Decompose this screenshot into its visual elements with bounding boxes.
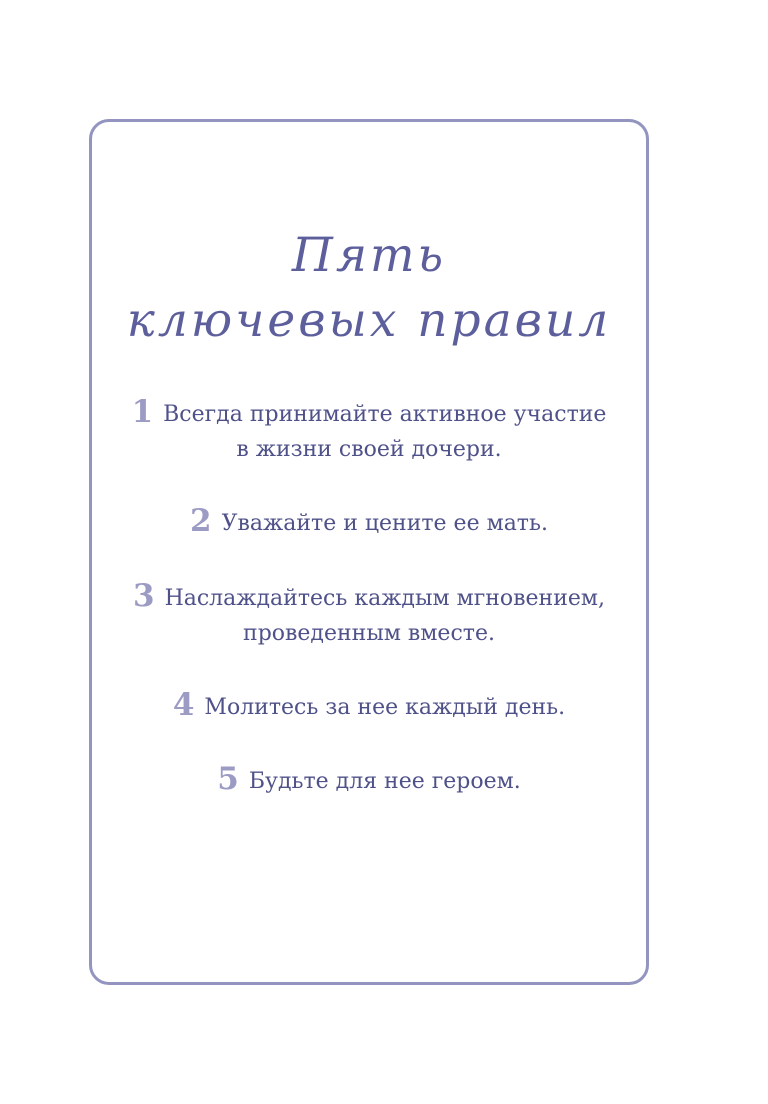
page-title-line-2: ключевых правил [126, 293, 612, 348]
rule-2-line-1 [92, 503, 646, 541]
rule-2-number: 2 [190, 503, 212, 539]
rule-1-text-2: в жизни своей дочери. [236, 437, 502, 462]
rule-item-3 [92, 578, 646, 651]
rule-5-number: 5 [217, 761, 239, 797]
rule-4-number: 4 [172, 687, 195, 723]
rule-4-text-1: Молитесь за нее каждый день. [204, 695, 566, 720]
rule-3-text-2: проведенным вместе. [243, 621, 495, 646]
rule-1-number: 1 [131, 394, 154, 430]
rule-item-4 [92, 687, 646, 725]
rule-item-5 [92, 761, 646, 799]
rule-3-number: 3 [132, 578, 155, 614]
rule-item-2 [92, 503, 646, 541]
rule-1-line-1 [92, 394, 646, 432]
rule-1-text-1: Всегда принимайте активное участие [163, 402, 607, 427]
page-title-line-1: Пять [291, 228, 447, 283]
rule-3-line-1 [92, 578, 646, 616]
rule-4-line-1 [92, 687, 646, 725]
rules-card [89, 119, 649, 985]
rule-5-line-1 [92, 761, 646, 799]
rule-2-text-1: Уважайте и цените ее мать. [221, 511, 548, 536]
rule-3-text-1: Наслаждайтесь каждым мгновением, [164, 586, 605, 611]
rule-item-1 [92, 394, 646, 467]
rule-5-text-1: Будьте для нее героем. [248, 769, 521, 794]
